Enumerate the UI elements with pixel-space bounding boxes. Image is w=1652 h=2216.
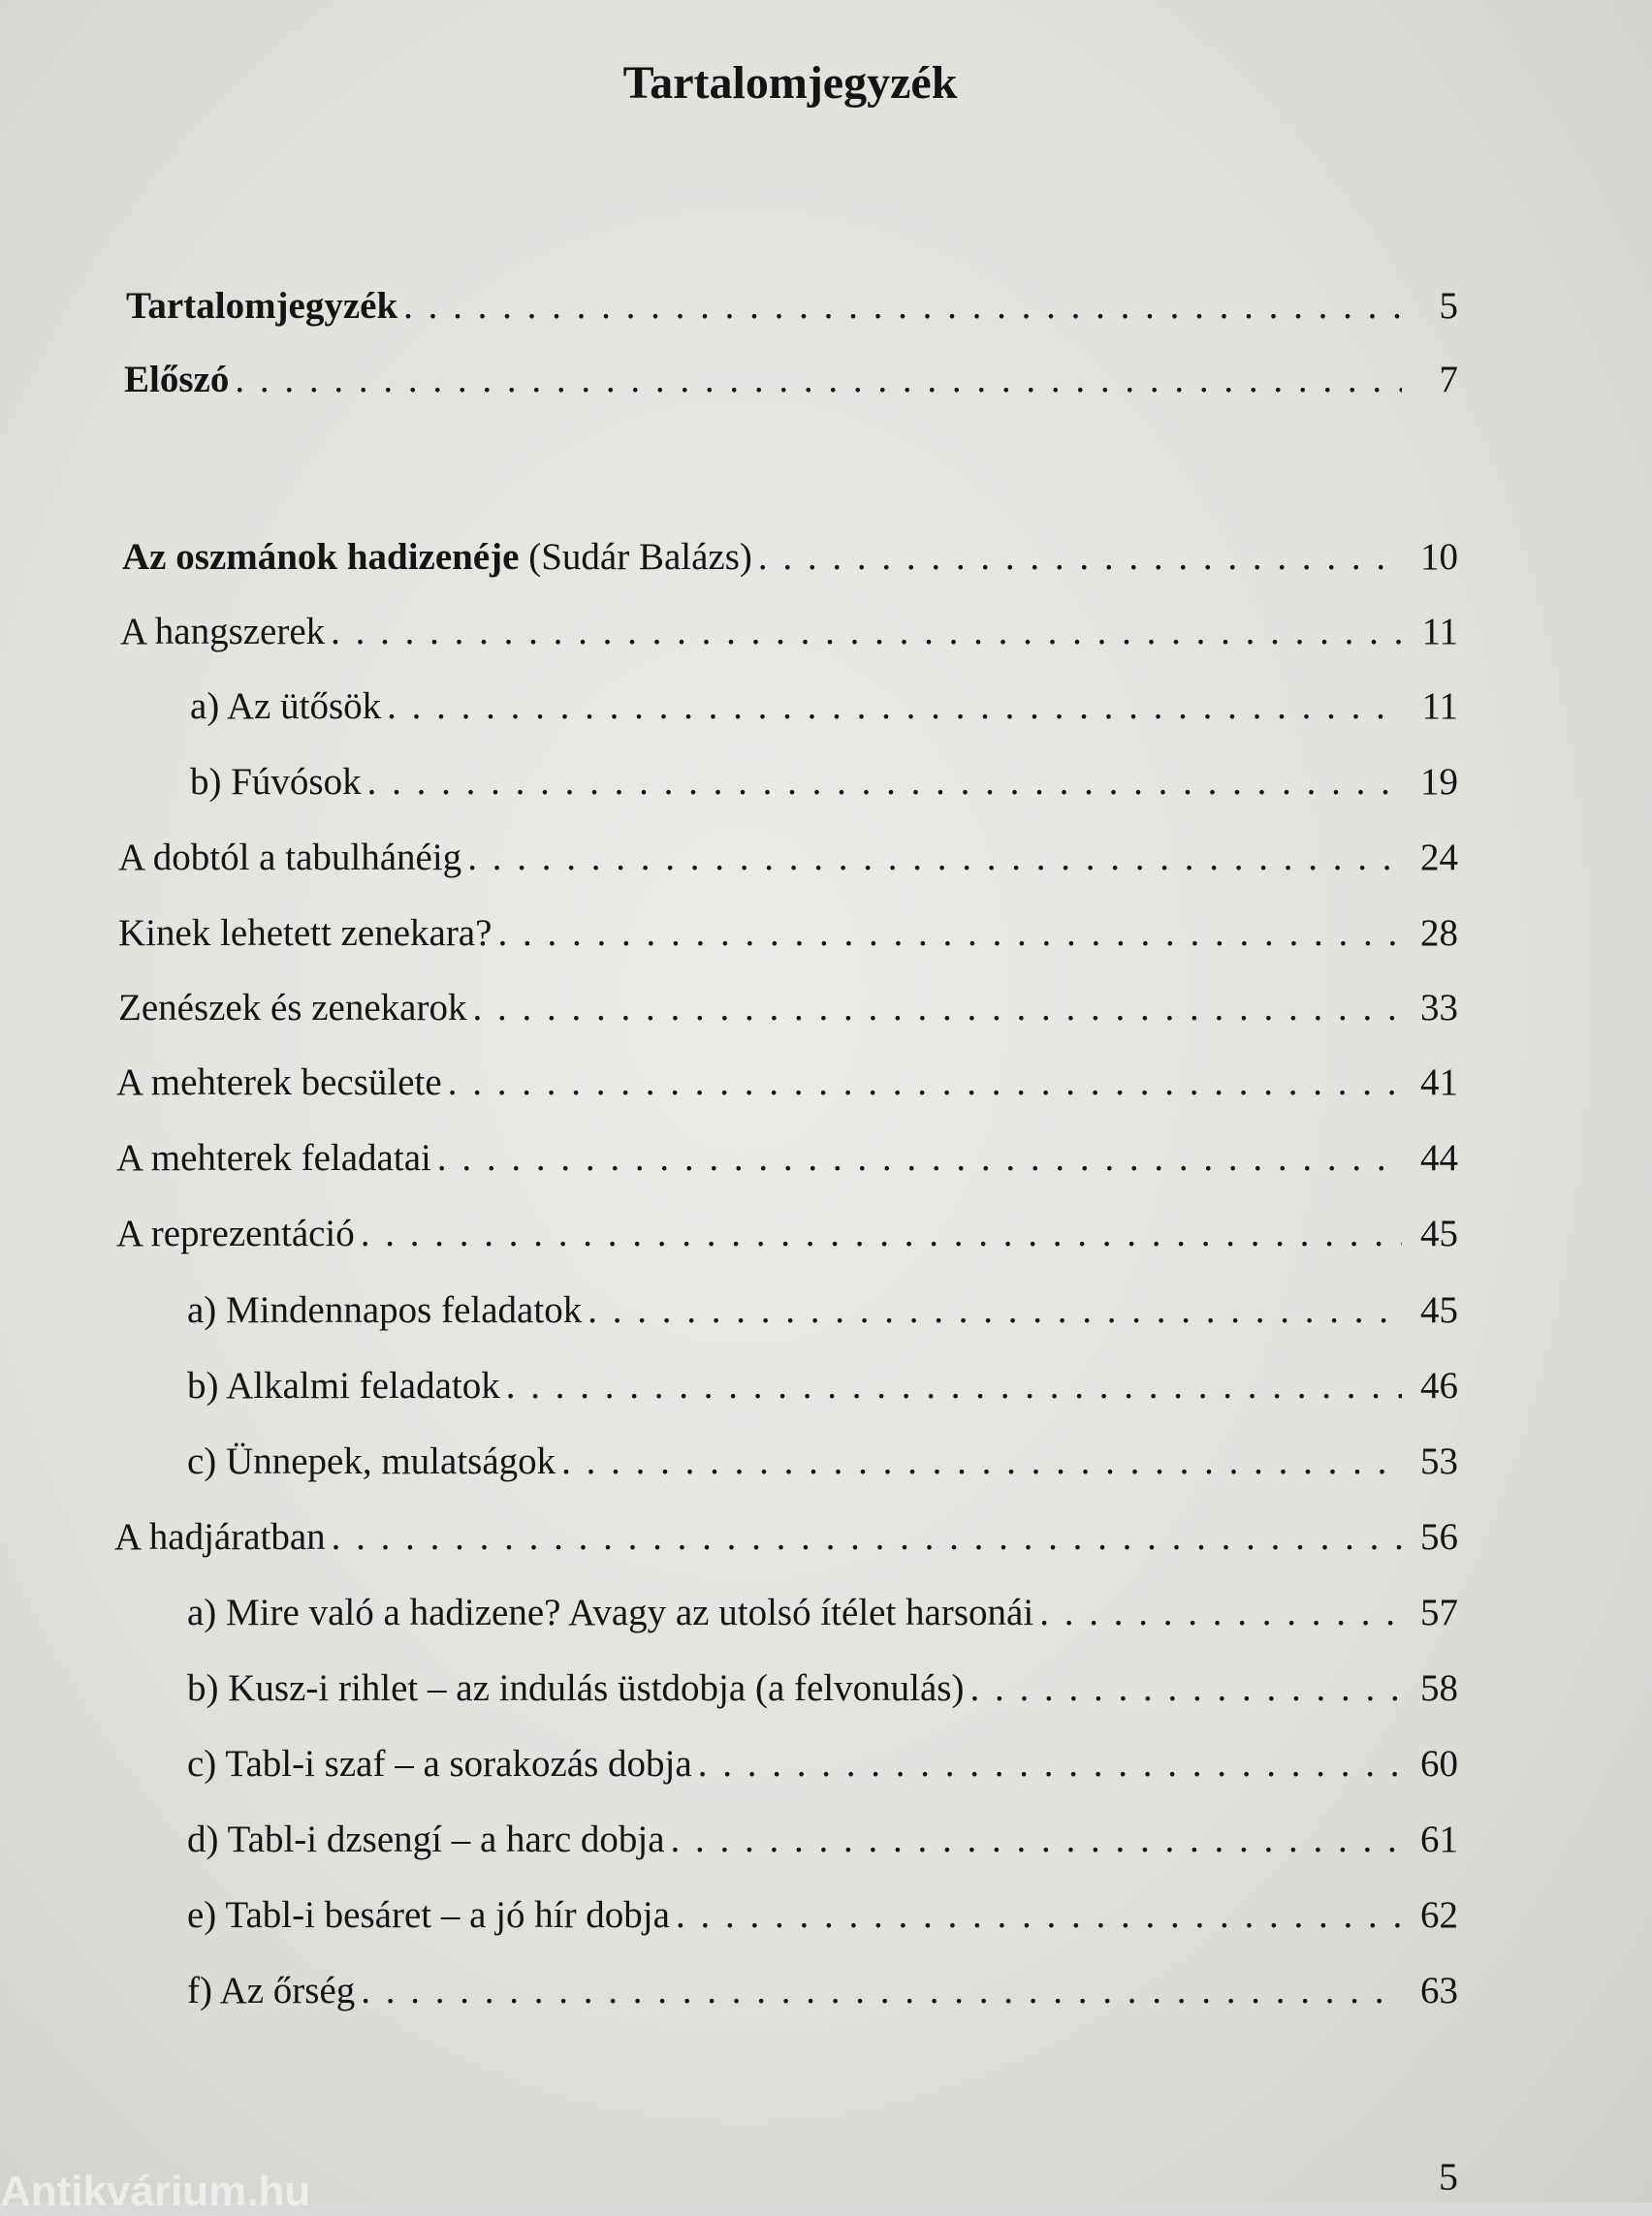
toc-entry-page: 33 bbox=[1420, 987, 1458, 1029]
dot-leader bbox=[361, 1969, 1402, 2012]
watermark: Antikvárium.hu bbox=[0, 2168, 311, 2215]
toc-entry-page: 24 bbox=[1420, 837, 1458, 878]
dot-leader bbox=[235, 358, 1402, 401]
dot-leader bbox=[676, 1893, 1402, 1937]
toc-entry bbox=[187, 1288, 1458, 1346]
toc-entry bbox=[187, 1742, 1458, 1800]
dot-leader bbox=[698, 1742, 1402, 1786]
toc-entry-page: 61 bbox=[1420, 1819, 1458, 1860]
toc-entry bbox=[118, 836, 1458, 894]
toc-entry-label: e) Tabl-i besáret – a jó hír dobja bbox=[187, 1894, 670, 1936]
toc-entry-label: a) Mindennapos feladatok bbox=[187, 1289, 583, 1331]
toc-entry-page: 28 bbox=[1420, 912, 1458, 954]
toc-entry-page: 11 bbox=[1421, 611, 1458, 652]
toc-entry-label: A mehterek feladatai bbox=[116, 1137, 431, 1179]
toc-entry bbox=[190, 760, 1458, 818]
dot-leader bbox=[588, 1288, 1402, 1332]
toc-entry bbox=[120, 610, 1458, 668]
dot-leader bbox=[1039, 1591, 1402, 1634]
toc-entry-label: c) Ünnepek, mulatságok bbox=[187, 1440, 556, 1482]
toc-entry bbox=[187, 1969, 1458, 2027]
toc-entry-page: 53 bbox=[1420, 1440, 1458, 1482]
toc-entry bbox=[116, 1061, 1458, 1119]
dot-leader bbox=[472, 986, 1402, 1029]
toc-entry bbox=[187, 1591, 1458, 1649]
toc-entry bbox=[114, 1515, 1458, 1573]
toc-entry-label: Az oszmánok hadizenéje (Sudár Balázs) bbox=[122, 536, 752, 578]
toc-entry-label: Tartalomjegyzék bbox=[126, 285, 398, 327]
dot-leader bbox=[331, 610, 1402, 653]
dot-leader bbox=[467, 836, 1402, 879]
toc-entry-page: 10 bbox=[1420, 536, 1458, 578]
dot-leader bbox=[506, 1364, 1402, 1408]
toc-entry-page: 5 bbox=[1439, 285, 1458, 327]
toc-entry-label: A mehterek becsülete bbox=[116, 1061, 442, 1103]
toc-entry-page: 45 bbox=[1420, 1213, 1458, 1254]
dot-leader bbox=[403, 284, 1402, 328]
toc-entry bbox=[126, 284, 1458, 342]
dot-leader bbox=[437, 1136, 1402, 1180]
toc-entry-label: d) Tabl-i dzsengí – a harc dobja bbox=[187, 1819, 665, 1860]
toc-entry-page: 46 bbox=[1420, 1365, 1458, 1407]
dot-leader bbox=[758, 535, 1402, 579]
toc-entry-page: 11 bbox=[1421, 685, 1458, 727]
toc-entry bbox=[190, 684, 1458, 743]
dot-leader bbox=[969, 1666, 1402, 1710]
toc-entry-page: 58 bbox=[1420, 1667, 1458, 1709]
toc-entry bbox=[122, 535, 1458, 593]
page-number: 5 bbox=[1439, 2155, 1458, 2199]
dot-leader bbox=[332, 1515, 1402, 1559]
toc-entry bbox=[118, 986, 1458, 1044]
toc-entry-page: 44 bbox=[1420, 1137, 1458, 1179]
toc-entry-label: b) Kusz-i rihlet – az indulás üstdobja (a felvonulás) bbox=[187, 1667, 965, 1709]
toc-entry bbox=[124, 358, 1458, 416]
toc-entry-page: 41 bbox=[1420, 1061, 1458, 1103]
toc-entry bbox=[187, 1666, 1458, 1725]
toc-entry-label: b) Fúvósok bbox=[190, 761, 362, 803]
toc-entry bbox=[116, 1212, 1458, 1270]
toc-entry-label: f) Az őrség bbox=[187, 1970, 356, 2011]
toc-entry-label: Kinek lehetett zenekara? bbox=[118, 912, 492, 954]
toc-entry-label: A reprezentáció bbox=[116, 1213, 355, 1254]
toc-entry bbox=[187, 1364, 1458, 1422]
toc-entry-label: A dobtól a tabulhánéig bbox=[118, 837, 462, 878]
toc-entry-label: a) Mire való a hadizene? Avagy az utolsó ítélet harsonái bbox=[187, 1592, 1034, 1633]
dot-leader bbox=[361, 1212, 1402, 1255]
toc-entry-label: c) Tabl-i szaf – a sorakozás dobja bbox=[187, 1743, 692, 1785]
toc-entry bbox=[118, 911, 1458, 969]
toc-entry bbox=[187, 1818, 1458, 1876]
toc-entry-label: A hadjáratban bbox=[114, 1516, 326, 1558]
toc-entry bbox=[116, 1136, 1458, 1194]
toc-entry-page: 57 bbox=[1420, 1592, 1458, 1633]
toc-entry-label: a) Az ütősök bbox=[190, 685, 382, 727]
toc-entry-page: 56 bbox=[1420, 1516, 1458, 1558]
toc-entry-page: 7 bbox=[1439, 359, 1458, 400]
dot-leader bbox=[367, 760, 1402, 804]
page-title: Tartalomjegyzék bbox=[622, 57, 958, 109]
dot-leader bbox=[497, 911, 1402, 955]
toc-entry-page: 62 bbox=[1420, 1894, 1458, 1936]
toc-entry bbox=[187, 1440, 1458, 1498]
toc-entry-label: Előszó bbox=[124, 359, 230, 400]
toc-entry-label: Zenészek és zenekarok bbox=[118, 987, 467, 1029]
toc-entry-label: b) Alkalmi feladatok bbox=[187, 1365, 500, 1407]
toc-entry-page: 60 bbox=[1420, 1743, 1458, 1785]
toc-entry-page: 63 bbox=[1420, 1970, 1458, 2011]
dot-leader bbox=[387, 684, 1402, 728]
toc-entry-page: 19 bbox=[1420, 761, 1458, 803]
toc-entry-label: A hangszerek bbox=[120, 611, 326, 652]
dot-leader bbox=[448, 1061, 1402, 1104]
dot-leader bbox=[671, 1818, 1402, 1861]
toc-entry bbox=[187, 1893, 1458, 1951]
dot-leader bbox=[561, 1440, 1402, 1483]
toc-entry-page: 45 bbox=[1420, 1289, 1458, 1331]
